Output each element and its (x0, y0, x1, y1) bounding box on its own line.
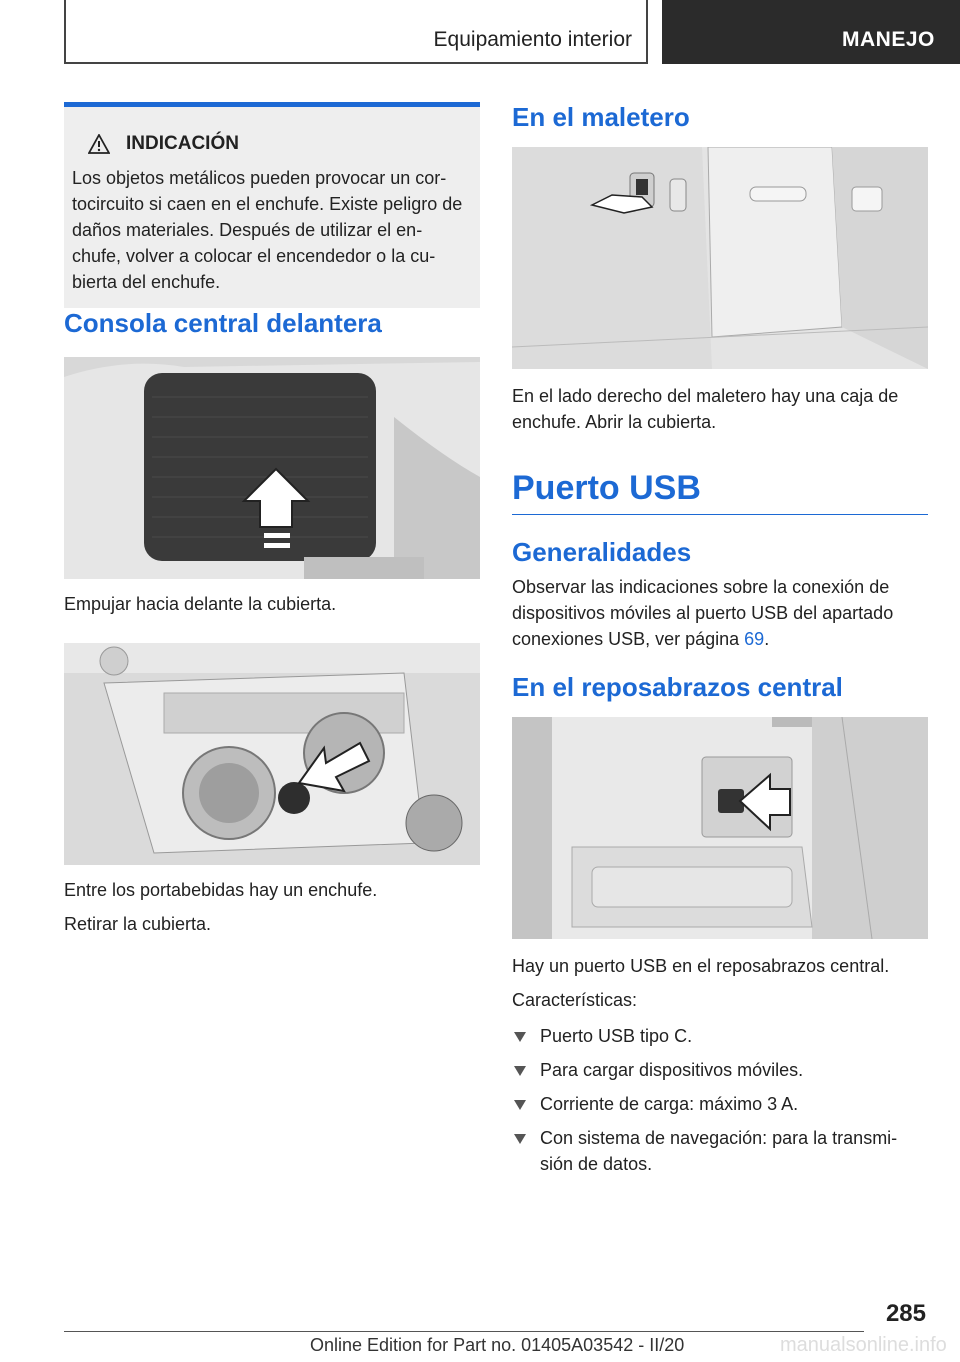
heading-consola: Consola central delantera (64, 308, 382, 338)
notice-text: Los objetos metálicos pueden provocar un cor-tocircuito si caen en el enchufe. Existe peligro de daños materiales. Después de utilizar el en-chufe, volver a colocar el encendedor o la cu-bierta del enchufe. (72, 168, 463, 292)
features-label: Características: (512, 990, 638, 1010)
cupholder-image (64, 643, 480, 865)
header-chapter-title: MANEJO (842, 28, 935, 51)
heading-generalidades: Generalidades (512, 537, 692, 567)
console-cover-image (64, 357, 480, 579)
page-link[interactable]: 69 (744, 629, 765, 649)
caption-armrest: Hay un puerto USB en el reposabrazos central. (512, 956, 890, 976)
general-text-end: . (764, 629, 770, 649)
watermark: manualsonline.info (780, 1334, 947, 1356)
notice-title-text: INDICACIÓN (126, 133, 239, 154)
caption-trunk-socket: En el lado derecho del maletero hay una caja de enchufe. Abrir la cubierta. (512, 386, 899, 432)
footer-divider (64, 1331, 864, 1332)
heading-reposabrazos: En el reposabrazos central (512, 672, 843, 702)
triangle-bullet-icon (514, 1100, 526, 1110)
caption-socket-between: Entre los portabebidas hay un enchufe. (64, 880, 378, 900)
caption-push-cover: Empujar hacia delante la cubierta. (64, 594, 337, 614)
notice-box (64, 102, 480, 308)
general-text (512, 574, 928, 652)
left-column (64, 102, 480, 937)
triangle-bullet-icon (514, 1134, 526, 1144)
page-number: 285 (885, 1300, 926, 1327)
trunk-socket-image (512, 147, 928, 369)
heading-usb: Puerto USB (512, 469, 928, 515)
features-list (512, 1023, 928, 1177)
list-item: Corriente de carga: máximo 3 A. (512, 1091, 928, 1117)
header-section-title: Equipamiento interior (433, 28, 632, 51)
notice-title (88, 133, 470, 155)
triangle-bullet-icon (514, 1066, 526, 1076)
armrest-usb-image (512, 717, 928, 939)
list-item: Con sistema de navegación: para la transmi-sión de datos. (512, 1125, 928, 1177)
right-column (512, 102, 928, 1185)
triangle-bullet-icon (514, 1032, 526, 1042)
heading-maletero: En el maletero (512, 102, 690, 132)
general-text-body: Observar las indicaciones sobre la conexión de dispositivos móviles al puerto USB del apartado conexiones USB, ver página (512, 577, 894, 649)
header-section-box (64, 0, 648, 64)
caption-remove-cover: Retirar la cubierta. (64, 914, 212, 934)
list-item: Puerto USB tipo C. (512, 1023, 928, 1049)
header-chapter-box (662, 0, 960, 64)
warning-icon (88, 134, 110, 154)
list-item: Para cargar dispositivos móviles. (512, 1057, 928, 1083)
footer-edition: Online Edition for Part no. 01405A03542 - II/20 (310, 1335, 685, 1355)
